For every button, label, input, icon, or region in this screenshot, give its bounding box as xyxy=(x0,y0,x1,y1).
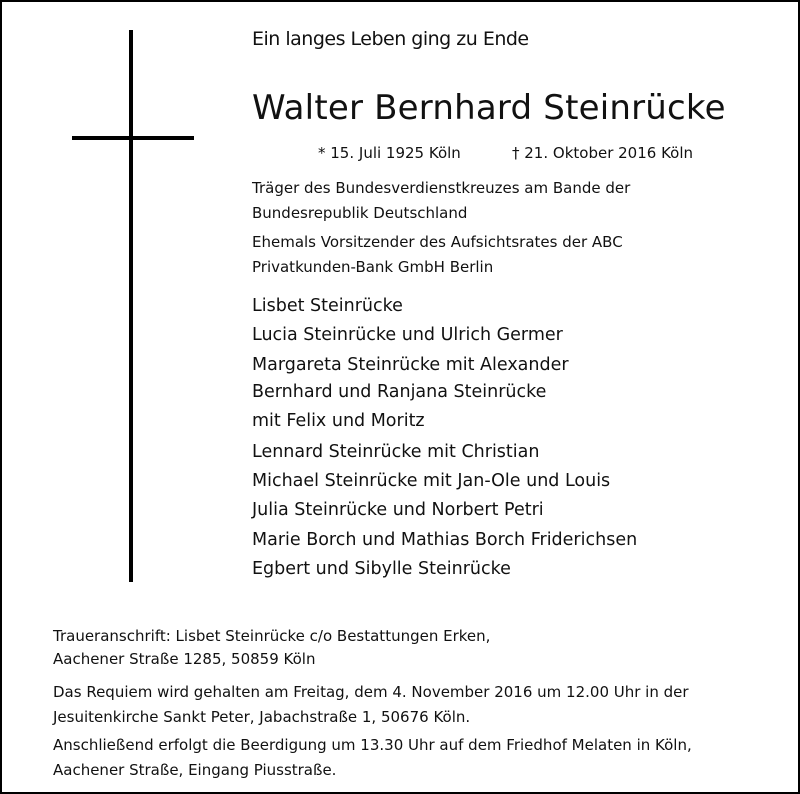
address-line: Traueranschrift: Lisbet Steinrücke c/o Bestattungen Erken, xyxy=(53,627,491,645)
mourner-entry: Lisbet Steinrücke xyxy=(252,296,403,316)
mourner-entry: Lennard Steinrücke mit Christian xyxy=(252,441,540,462)
burial-line: Aachener Straße, Eingang Piusstraße. xyxy=(53,761,337,779)
honor-text xyxy=(252,176,630,226)
address-line: Aachener Straße 1285, 50859 Köln xyxy=(53,650,316,668)
requiem-paragraph xyxy=(53,680,747,730)
requiem-line: Jesuitenkirche Sankt Peter, Jabachstraße 1, 50676 Köln. xyxy=(53,708,471,726)
role-line: Ehemals Vorsitzender des Aufsichtsrates der ABC xyxy=(252,233,623,251)
honor-line: Bundesrepublik Deutschland xyxy=(252,204,468,222)
cross-icon-vertical-beam xyxy=(129,30,133,582)
mourner-entry: mit Felix und Moritz xyxy=(252,410,425,431)
mourner-entry: Margareta Steinrücke mit Alexander xyxy=(252,354,569,375)
role-text xyxy=(252,230,623,280)
mourning-address xyxy=(53,625,490,671)
mourner-entry: Michael Steinrücke mit Jan-Ole und Louis xyxy=(252,471,611,492)
mourners-list xyxy=(252,292,637,584)
burial-paragraph xyxy=(53,733,747,783)
mourner-entry: Julia Steinrücke und Norbert Petri xyxy=(252,500,544,521)
mourner-entry: Lucia Steinrücke und Ulrich Germer xyxy=(252,325,563,346)
mourner-entry: Egbert und Sibylle Steinrücke xyxy=(252,559,511,580)
mourner-entry: Bernhard und Ranjana Steinrücke xyxy=(252,381,547,402)
birth-date: * 15. Juli 1925 Köln xyxy=(318,144,461,162)
death-date: † 21. Oktober 2016 Köln xyxy=(512,144,694,162)
cross-icon-horizontal-beam xyxy=(72,136,194,140)
burial-line: Anschließend erfolgt die Beerdigung um 13.30 Uhr auf dem Friedhof Melaten in Köln, xyxy=(53,736,692,754)
honor-line: Träger des Bundesverdienstkreuzes am Bande der xyxy=(252,179,631,197)
deceased-name: Walter Bernhard Steinrücke xyxy=(252,88,726,128)
mourner-entry: Marie Borch und Mathias Borch Friderichsen xyxy=(252,529,638,550)
role-line: Privatkunden-Bank GmbH Berlin xyxy=(252,258,494,276)
requiem-line: Das Requiem wird gehalten am Freitag, dem 4. November 2016 um 12.00 Uhr in der xyxy=(53,683,689,701)
motto: Ein langes Leben ging zu Ende xyxy=(252,28,529,50)
